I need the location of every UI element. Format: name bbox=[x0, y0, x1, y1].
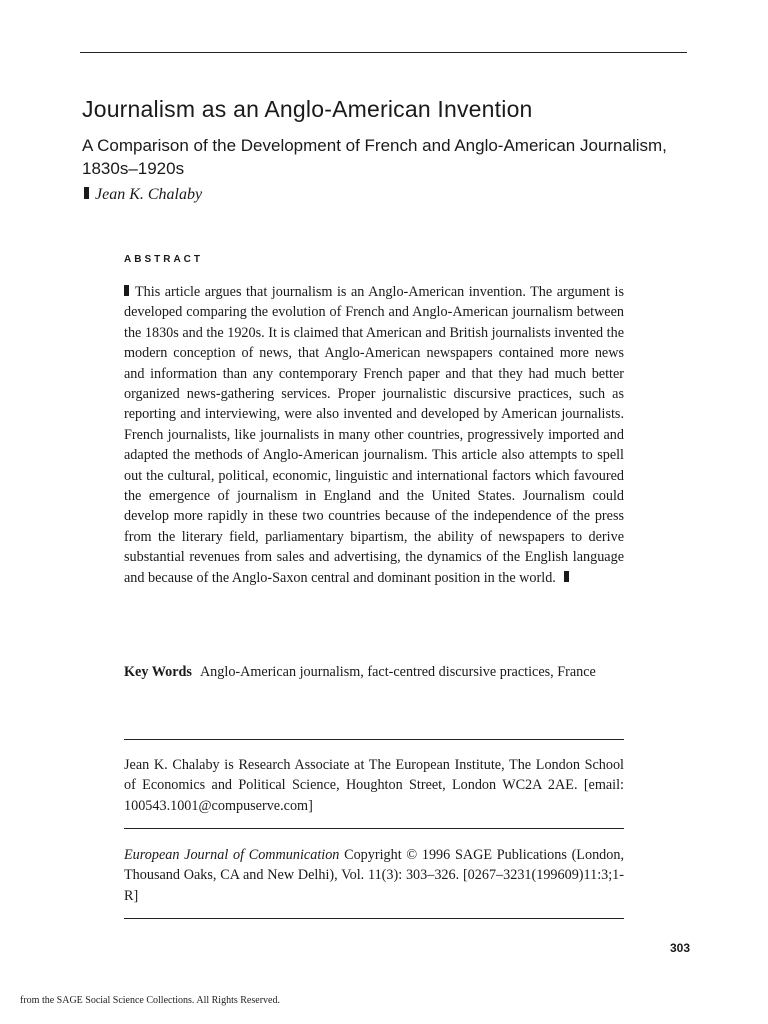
abstract-paragraph bbox=[124, 282, 624, 588]
author-affiliation: Jean K. Chalaby is Research Associate at The European Institute, The London School of Economics and Political Science, Houghton Street, London WC2A 2AE. [email: 100543.1001@compuserve.com] bbox=[124, 757, 624, 814]
author-name: Jean K. Chalaby bbox=[95, 186, 203, 203]
keywords-label: Key Words bbox=[124, 664, 192, 680]
citation-top-rule bbox=[124, 828, 624, 829]
top-rule bbox=[80, 52, 687, 53]
author-line bbox=[84, 186, 202, 204]
abstract-heading: ABSTRACT bbox=[124, 254, 203, 265]
journal-name: European Journal of Communication bbox=[124, 847, 340, 863]
citation-bottom-rule bbox=[124, 918, 624, 919]
footer-note: from the SAGE Social Science Collections. All Rights Reserved. bbox=[20, 995, 280, 1006]
article-title: Journalism as an Anglo-American Invention bbox=[82, 96, 533, 122]
keywords-paragraph bbox=[124, 662, 624, 682]
square-bullet-icon bbox=[124, 285, 129, 296]
affiliation-top-rule bbox=[124, 739, 624, 740]
article-subtitle: A Comparison of the Development of French and Anglo-American Journalism, 1830s–1920s bbox=[82, 136, 667, 178]
keywords-list: Anglo-American journalism, fact-centred discursive practices, France bbox=[199, 664, 596, 680]
page-number: 303 bbox=[669, 941, 690, 955]
end-square-icon bbox=[564, 571, 569, 582]
citation-details: Copyright © 1996 SAGE Publications (London, Thousand Oaks, CA and New Delhi), Vol. 11(3): 303–326. [0267–3231(199609)11:3;1-R] bbox=[124, 847, 624, 904]
square-bullet-icon bbox=[84, 187, 89, 199]
abstract-body: This article argues that journalism is an Anglo-American invention. The argument is developed comparing the evolution of French and Anglo-American journalism between the 1830s and the 1920s. It is claimed that American and British journalists invented the modern conception of news, that Anglo-American newspapers contained more news and information than any contemporary French paper and that they had much better organized news-gathering services. Proper journalistic discursive practices, such as reporting and interviewing, were also invented and developed by American journalists. French journalists, like journalists in many other countries, progressively imported and adapted the methods of Anglo-American journalism. This article also attempts to spell out the cultural, political, economic, linguistic and international factors which favoured the emergence of journalism in England and the United States. Journalism could develop more rapidly in these two countries because of the independence of the press from the literary field, parliamentary bipartism, the ability of newspapers to derive substantial revenues from sales and advertising, the dynamics of the English language and because of the Anglo-Saxon central and dominant position in the world. bbox=[124, 284, 625, 586]
journal-citation bbox=[124, 845, 624, 906]
